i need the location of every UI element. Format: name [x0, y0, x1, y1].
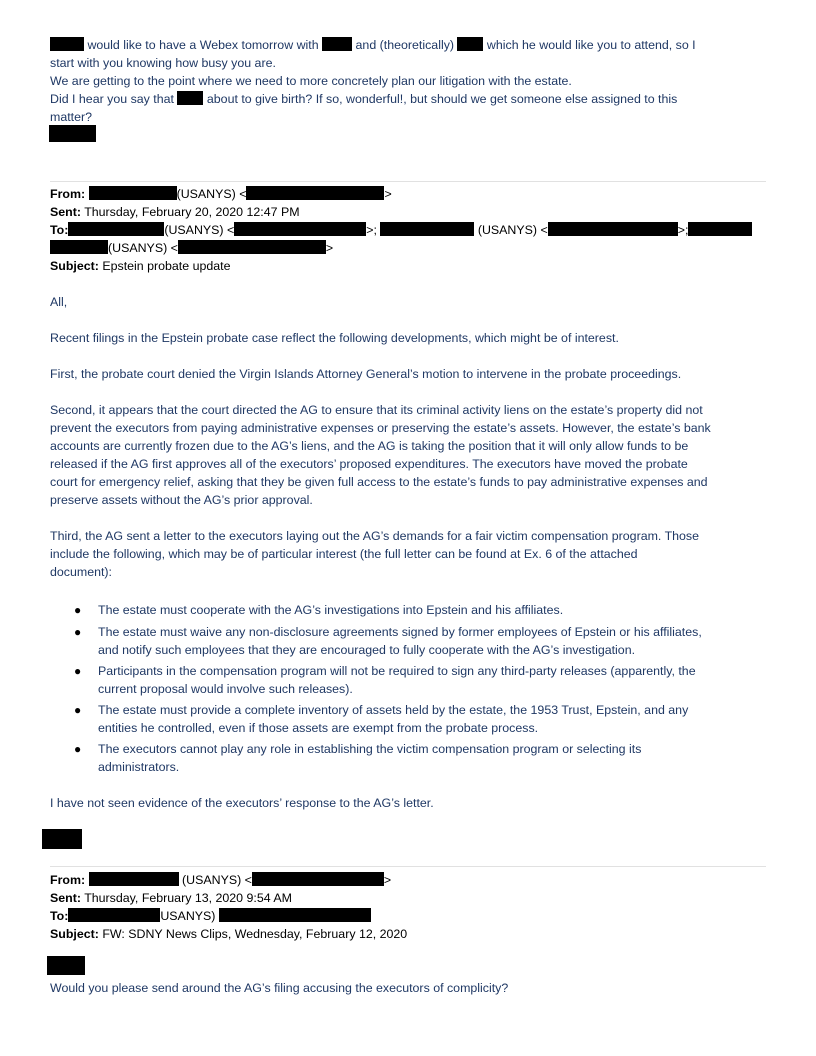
signature-redaction	[49, 125, 96, 142]
divider	[50, 181, 766, 182]
bullet-text: and notify such employees that they are encouraged to fully cooperate with the AG’s investigation.	[98, 643, 636, 657]
email2-sent: Sent: Thursday, February 13, 2020 9:54 AM	[50, 891, 292, 905]
email2-body: Would you please send around the AG’s filing accusing the executors of complicity?	[50, 981, 509, 995]
redaction	[89, 872, 179, 886]
email1-paragraph-3-line: preserve assets without the AG’s prior approval.	[50, 493, 313, 507]
email1-paragraph-4-line: include the following, which may be of particular interest (the full letter can be found at Ex. 6 of the attached	[50, 547, 638, 561]
redaction	[177, 91, 203, 105]
bullet-text: The estate must cooperate with the AG’s investigations into Epstein and his affiliates.	[98, 603, 564, 617]
email1-closing: I have not seen evidence of the executors’ response to the AG’s letter.	[50, 796, 434, 810]
bullet-text: The estate must waive any non-disclosure agreements signed by former employees of Epstein or his affiliates,	[98, 625, 702, 639]
redaction	[548, 222, 678, 236]
bullet-icon: ●	[74, 742, 82, 756]
bullet-icon: ●	[74, 703, 82, 717]
email1-paragraph-4-line: document):	[50, 565, 112, 579]
redaction	[688, 222, 752, 236]
bullet-icon: ●	[74, 625, 82, 639]
email1-sent: Sent: Thursday, February 20, 2020 12:47 PM	[50, 205, 300, 219]
redaction	[68, 908, 160, 922]
email1-greeting: All,	[50, 295, 68, 309]
email2-from: From: (USANYS) < >	[50, 873, 392, 887]
email2-subject: Subject: FW: SDNY News Clips, Wednesday, February 12, 2020	[50, 927, 408, 941]
redaction	[457, 37, 483, 51]
redaction	[50, 37, 84, 51]
bullet-text: The estate must provide a complete inventory of assets held by the estate, the 1953 Trust, Epstein, and any	[98, 703, 689, 717]
email1-paragraph-2: First, the probate court denied the Virgin Islands Attorney General’s motion to intervene in the probate proceedings.	[50, 367, 682, 381]
email1-to-cont: (USANYS) < >	[50, 239, 333, 257]
top-message-line-2: start with you knowing how busy you are.	[50, 56, 276, 70]
redaction	[178, 240, 326, 254]
email1-from: From: (USANYS) < >	[50, 187, 392, 201]
email1-paragraph-3-line: prevent the executors from paying administrative expenses or preserving the estate’s assets. However, the estate’s bank	[50, 421, 711, 435]
email2-to: To: USANYS)	[50, 907, 371, 925]
email1-paragraph-4-line: Third, the AG sent a letter to the executors laying out the AG’s demands for a fair victim compensation program. Those	[50, 529, 700, 543]
email1-paragraph-3-line: Second, it appears that the court directed the AG to ensure that its criminal activity liens on the estate’s property did not	[50, 403, 703, 417]
bullet-text: administrators.	[98, 760, 180, 774]
email1-paragraph-1: Recent filings in the Epstein probate case reflect the following developments, which might be of interest.	[50, 331, 619, 345]
bullet-text: The executors cannot play any role in establishing the victim compensation program or selecting its	[98, 742, 642, 756]
signature-redaction	[42, 829, 82, 849]
redaction	[380, 222, 474, 236]
redaction	[219, 908, 371, 922]
email1-paragraph-3-line: accounts are currently frozen due to the AG’s liens, and the AG is taking the position that it will only allow funds to be	[50, 439, 689, 453]
top-message-line-5: matter?	[50, 110, 93, 124]
divider	[50, 866, 766, 867]
redaction	[322, 37, 352, 51]
email1-subject: Subject: Epstein probate update	[50, 259, 231, 273]
bullet-text: Participants in the compensation program will not be required to sign any third-party releases (apparently, the	[98, 664, 696, 678]
redaction	[252, 872, 384, 886]
email1-paragraph-3-line: court for emergency relief, asking that they be given full access to the estate’s funds to pay administrative expenses and	[50, 475, 708, 489]
bullet-text: entities he controlled, even if those assets are exempt from the probate process.	[98, 721, 539, 735]
redaction	[68, 222, 164, 236]
bullet-text: current proposal would involve such releases).	[98, 682, 353, 696]
email1-paragraph-3-line: released if the AG first approves all of the executors’ proposed expenditures. The executors have moved the probate	[50, 457, 688, 471]
greeting-redaction	[47, 956, 85, 975]
redaction	[89, 186, 177, 200]
top-message-line-4: Did I hear you say that about to give birth? If so, wonderful!, but should we get someone else assigned to this	[50, 92, 678, 106]
redaction	[50, 240, 108, 254]
bullet-icon: ●	[74, 664, 82, 678]
redaction	[234, 222, 366, 236]
top-message-line-1: would like to have a Webex tomorrow with and (theoretically) which he would like you to attend, so I	[50, 36, 696, 54]
bullet-icon: ●	[74, 603, 82, 617]
top-message-line-3: We are getting to the point where we need to more concretely plan our litigation with the estate.	[50, 74, 572, 88]
redaction	[246, 186, 384, 200]
email1-to: To: (USANYS) < >; (USANYS) < >;	[50, 221, 752, 239]
